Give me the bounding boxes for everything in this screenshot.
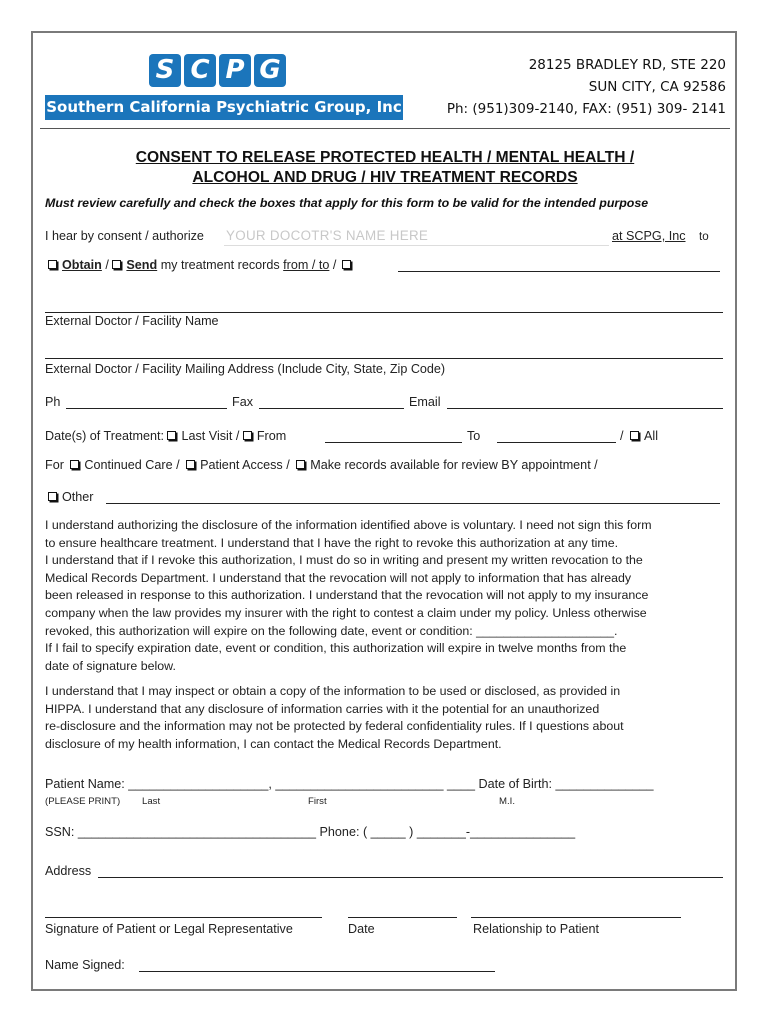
purpose-row [45,458,598,472]
address-line-1: 28125 BRADLEY RD, STE 220 [528,57,726,73]
continued-care-checkbox[interactable] [70,460,79,469]
date-field[interactable] [348,917,457,918]
doctor-name-underline [224,245,609,246]
authorize-prefix: I hear by consent / authorize [45,229,204,243]
review-label: Make records available for review BY appointment / [310,458,598,472]
treatment-row [45,429,286,443]
other-field[interactable] [106,503,720,504]
facility-address-label: External Doctor / Facility Mailing Address (Include City, State, Zip Code) [45,362,446,376]
ph-label: Ph [45,395,61,409]
paragraph-line: HIPPA. I understand that any disclosure of information carries with it the potential for an unauthorized [45,701,600,716]
all-group [620,429,658,443]
paragraph-line: I understand authorizing the disclosure of the information identified above is voluntary. I need not sign this form [45,518,652,532]
date-label: Date [348,922,375,936]
middle-initial-label: M.I. [499,796,515,807]
form-title-line-1: CONSENT TO RELEASE PROTECTED HEALTH / MENTAL HEALTH / [135,149,635,166]
paragraph-line: date of signature below. [45,658,176,673]
facility-name-label: External Doctor / Facility Name [45,314,219,328]
authorize-to: to [699,230,709,243]
from-label: From [256,429,287,443]
obtain-send-slash: / [105,258,109,272]
address-field[interactable] [98,877,723,878]
fax-field[interactable] [259,408,404,409]
to-date-field[interactable] [497,442,616,443]
paragraph-line: re-disclosure and the information may not be protected by federal confidentiality rules. If I questions about [45,719,624,734]
paragraph-line: been released in response to this authorization. I understand that the revocation will not apply to my insurance [45,588,649,603]
logo-letter-p: P [219,54,251,87]
all-checkbox[interactable] [630,431,639,440]
address-label: Address [45,864,92,878]
fax-label: Fax [232,395,253,409]
patient-name-row[interactable]: Patient Name: ____________________, ________________________ ____ Date of Birth: ______________ [45,777,654,791]
first-name-label: First [308,796,327,807]
review-checkbox[interactable] [296,460,305,469]
obtain-checkbox[interactable] [48,260,57,269]
from-date-field[interactable] [325,442,462,443]
obtain-send-blank[interactable] [398,271,720,272]
relationship-label: Relationship to Patient [473,922,600,936]
name-signed-label: Name Signed: [45,958,125,972]
header-divider [40,128,730,129]
continued-care-label: Continued Care / [84,458,180,472]
logo-letter-g: G [254,54,286,87]
phone-fax-line: Ph: (951)309-2140, FAX: (951) 309- 2141 [446,101,726,117]
authorize-suffix: at SCPG, Inc [612,229,686,243]
other-checkbox[interactable] [48,492,57,501]
authorization-paragraph [45,517,725,675]
please-print-label: (PLEASE PRINT) [45,796,121,807]
paragraph-line: to ensure healthcare treatment. I understand that I have the right to revoke this authorization at any time. [45,535,619,550]
paragraph-line: Medical Records Department. I understand that the revocation will not apply to information that has already [45,570,632,585]
records-text: my treatment records [160,258,280,272]
ssn-phone-row[interactable]: SSN: __________________________________ Phone: ( _____ ) _______-_______________ [45,825,576,839]
all-label: All [644,429,658,443]
last-name-label: Last [142,796,161,807]
paragraph-line: disclosure of my health information, I can contact the Medical Records Department. [45,736,502,751]
from-to-checkbox[interactable] [342,260,351,269]
form-title-line-2: ALCOHOL AND DRUG / HIV TREATMENT RECORDS [192,169,578,186]
email-field[interactable] [447,408,723,409]
to-label: To [467,429,481,443]
logo-letter-s: S [149,54,181,87]
other-row [48,490,94,504]
obtain-send-row [48,258,356,272]
address-line-2: SUN CITY, CA 92586 [588,79,726,95]
name-signed-field[interactable] [139,971,495,972]
paragraph-line: company when the law provides my insurer with the right to contest a claim under my policy. Unless otherwise [45,605,647,620]
facility-name-line[interactable] [45,312,723,313]
doctor-name-field[interactable]: YOUR DOCOTR'S NAME HERE [226,228,429,243]
paragraph-line: revoked, this authorization will expire on the following date, event or condition: ____________________. [45,623,618,638]
ph-field[interactable] [66,408,227,409]
from-to-label: from / to [283,258,330,272]
paragraph-line: If I fail to specify expiration date, event or condition, this authorization will expire in twelve months from the [45,641,627,656]
from-to-slash: / [332,258,337,272]
logo-letter-c: C [184,54,216,87]
signature-label: Signature of Patient or Legal Representative [45,922,293,936]
patient-access-label: Patient Access / [200,458,290,472]
last-visit-label: Last Visit / [181,429,240,443]
paragraph-line: I understand that if I revoke this authorization, I must do so in writing and present my written revocation to the [45,553,643,568]
send-label: Send [126,258,158,272]
other-label: Other [62,490,94,504]
relationship-field[interactable] [471,917,681,918]
facility-address-line[interactable] [45,358,723,359]
all-slash: / [620,429,624,443]
form-notice: Must review carefully and check the boxes that apply for this form to be valid for the intended purpose [45,196,649,210]
paragraph-line: I understand that I may inspect or obtain a copy of the information to be used or disclosed, as provided in [45,684,621,698]
signature-field[interactable] [45,917,322,918]
obtain-label: Obtain [62,258,102,272]
treatment-label: Date(s) of Treatment: [45,429,164,443]
disclosure-paragraph [45,683,725,753]
logo-company-name: Southern California Psychiatric Group, Inc [45,95,403,120]
email-label: Email [409,395,441,409]
send-checkbox[interactable] [112,260,121,269]
for-label: For [45,458,64,472]
patient-access-checkbox[interactable] [186,460,195,469]
last-visit-checkbox[interactable] [167,431,176,440]
from-checkbox[interactable] [243,431,252,440]
